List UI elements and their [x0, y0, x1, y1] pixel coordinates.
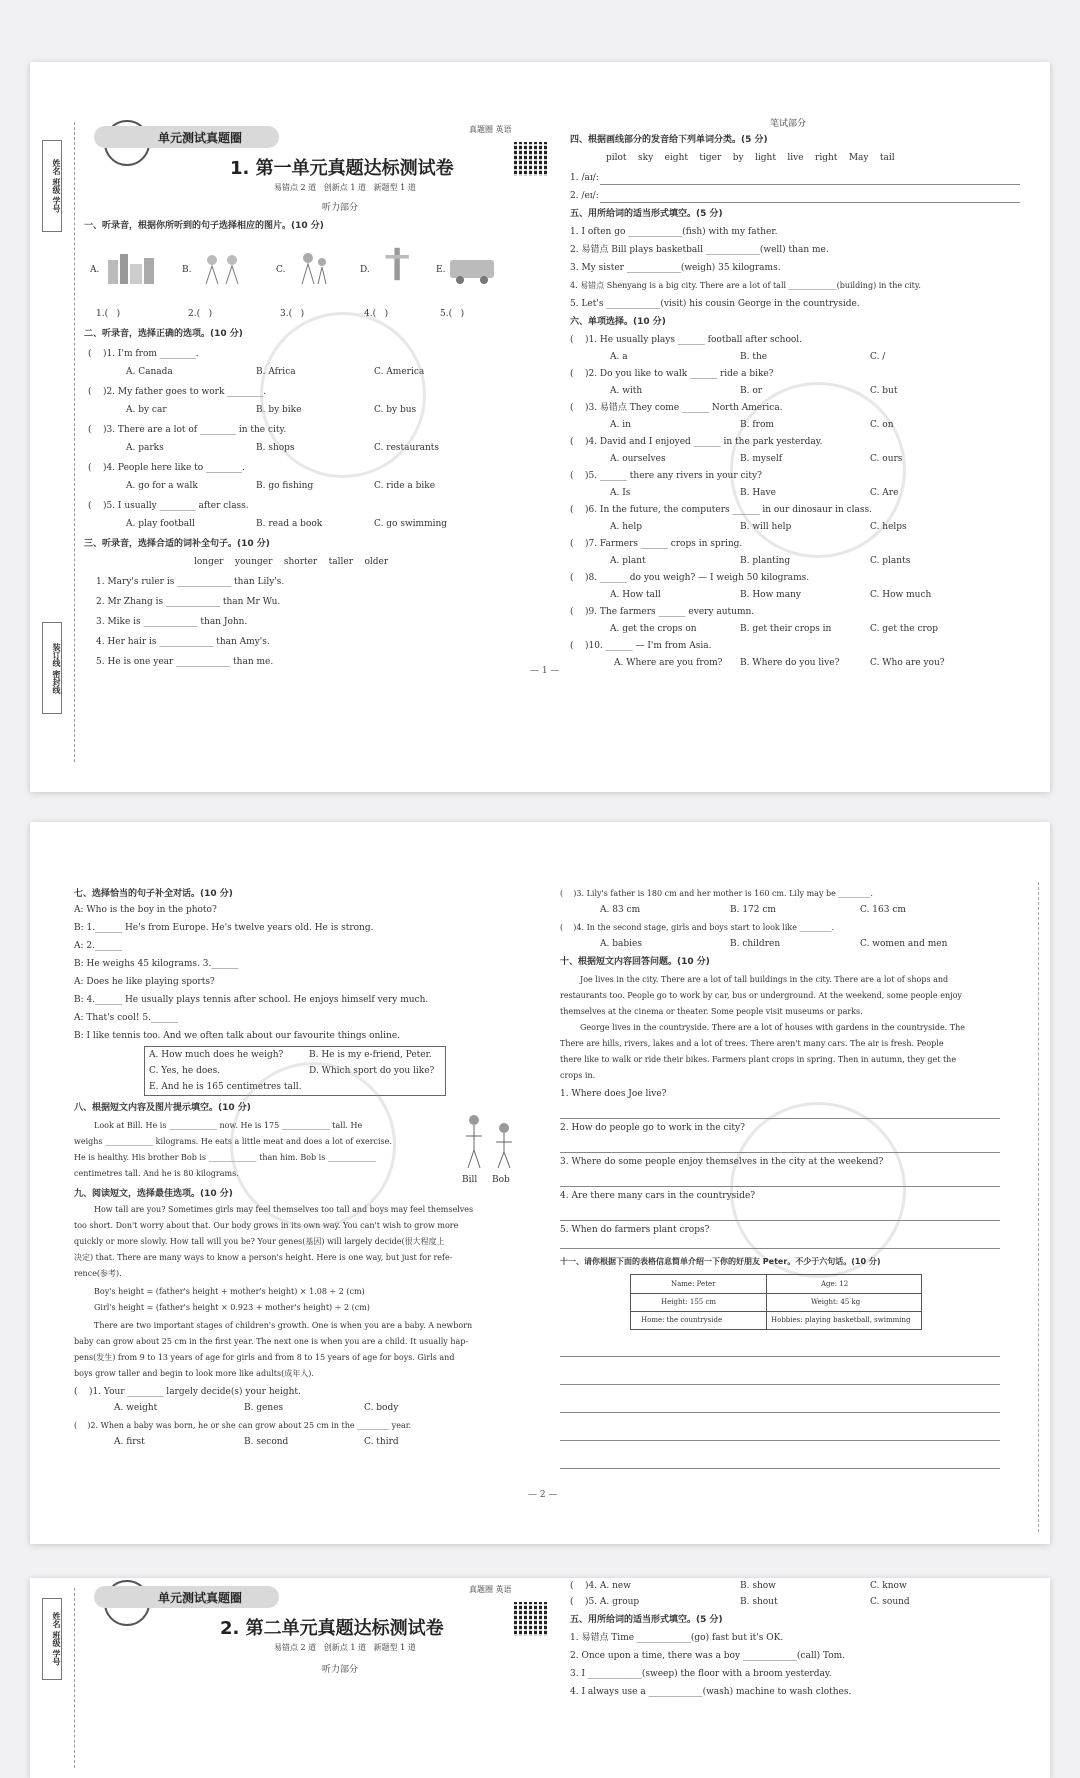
- option[interactable]: B. Africa: [256, 367, 296, 377]
- option[interactable]: B. children: [730, 939, 781, 949]
- option[interactable]: A. plant: [610, 556, 646, 566]
- table-cell: Home: the countryside: [641, 1316, 723, 1324]
- choice-item: D. Which sport do you like?: [309, 1066, 435, 1076]
- series-banner: 单元测试真题圈: [94, 126, 279, 148]
- answer-blank[interactable]: 1.( ): [96, 309, 121, 319]
- section-4-heading: 四、根据画线部分的发音给下列单词分类。(5 分): [570, 135, 768, 145]
- dialog-line: B: I like tennis too. And we often talk about our favourite things online.: [74, 1031, 401, 1041]
- question-meta: 易错点 2 道 创新点 1 道 新题型 1 道: [274, 1643, 416, 1652]
- passage-line: crops in.: [560, 1071, 596, 1080]
- writing-line[interactable]: [560, 1356, 1000, 1357]
- question: ( )2. Do you like to walk ______ ride a bike?: [570, 369, 774, 379]
- question: 3. Where do some people enjoy themselves in the city at the weekend?: [560, 1157, 884, 1167]
- question: ( )9. The farmers ______ every autumn.: [570, 607, 755, 617]
- choice-item: E. And he is 165 centimetres tall.: [149, 1082, 302, 1092]
- series-banner: 单元测试真题圈: [94, 1586, 279, 1608]
- city-buildings-picture: [104, 250, 160, 286]
- table-cell: Name: Peter: [671, 1280, 716, 1288]
- answer-line[interactable]: [560, 1186, 1000, 1187]
- question: ( )7. Farmers ______ crops in spring.: [570, 539, 743, 549]
- answer-line[interactable]: [560, 1248, 1000, 1249]
- fill-item[interactable]: 2. 易错点 Bill plays basketball ____________(well) than me.: [570, 245, 829, 255]
- dialog-line[interactable]: B: 4.______ He usually plays tennis after school. He enjoys himself very much.: [74, 995, 429, 1005]
- passage-line: Joe lives in the city. There are a lot of tall buildings in the city. There are a lot of shops and: [580, 975, 949, 984]
- word-bank: longer younger shorter taller older: [194, 557, 389, 567]
- option[interactable]: A. Where are you from?: [614, 658, 723, 668]
- answer-line[interactable]: [560, 1220, 1000, 1221]
- writing-line[interactable]: [560, 1468, 1000, 1469]
- pic-letter: A.: [90, 265, 100, 275]
- option[interactable]: B. planting: [740, 556, 791, 566]
- question: 5. When do farmers plant crops?: [560, 1225, 710, 1235]
- section-5-heading: 五、用所给词的适当形式填空。(5 分): [570, 209, 723, 219]
- passage-line: rence(参考).: [74, 1269, 122, 1278]
- dialog-line: A: Who is the boy in the photo?: [74, 905, 217, 915]
- exam-page-2: [30, 822, 1050, 1544]
- dialog-line[interactable]: B: 1.______ He's from Europe. He's twelve years old. He is strong.: [74, 923, 374, 933]
- fill-item[interactable]: 1. Mary's ruler is ____________ than Lily's.: [96, 577, 285, 587]
- fill-item[interactable]: 3. Mike is ____________ than John.: [96, 617, 248, 627]
- section-2-heading: 二、听录音，选择正确的选项。(10 分): [84, 329, 243, 339]
- table-cell: Weight: 45 kg: [811, 1298, 861, 1306]
- picture-label: Bill: [462, 1175, 478, 1185]
- table-cell: Height: 155 cm: [661, 1298, 717, 1306]
- section-9-heading: 九、阅读短文，选择最佳选项。(10 分): [74, 1189, 233, 1199]
- pic-letter: B.: [182, 265, 192, 275]
- option[interactable]: B. the: [740, 352, 768, 362]
- option[interactable]: A. a: [610, 352, 628, 362]
- option[interactable]: C. get the crop: [870, 624, 938, 634]
- answer-blank[interactable]: 3.( ): [280, 309, 305, 319]
- passage-line: themselves at the cinema or theater. Some people visit museums or parks.: [560, 1007, 863, 1016]
- exam-title: 1. 第一单元真题达标测试卷: [230, 158, 454, 179]
- formula-line: Girl's height = (father's height × 0.923 + mother's height) ÷ 2 (cm): [94, 1303, 370, 1312]
- page3-left-column: [84, 1578, 524, 1778]
- option[interactable]: A. Is: [610, 488, 631, 498]
- question: 4. Are there many cars in the countryside?: [560, 1191, 756, 1201]
- fill-item[interactable]: 2. Once upon a time, there was a boy ____________(call) Tom.: [570, 1651, 846, 1661]
- option[interactable]: C. Are: [870, 488, 899, 498]
- option[interactable]: C. go swimming: [374, 519, 448, 529]
- fill-item[interactable]: 3. My sister ____________(weigh) 35 kilograms.: [570, 263, 781, 273]
- exam-page-3: [30, 1578, 1050, 1778]
- option[interactable]: A. by car: [126, 405, 167, 415]
- option[interactable]: C. America: [374, 367, 425, 377]
- section-10-heading: 十、根据短文内容回答问题。(10 分): [560, 957, 710, 967]
- question: 1. Where does Joe live?: [560, 1089, 667, 1099]
- section-1-heading: 一、听录音，根据你所听到的句子选择相应的图片。(10 分): [84, 221, 324, 231]
- question: ( )2. My father goes to work ________.: [88, 387, 267, 397]
- question: ( )5. I usually ________ after class.: [88, 501, 249, 511]
- option[interactable]: C. body: [364, 1403, 399, 1413]
- question: ( )3. Lily's father is 180 cm and her mother is 160 cm. Lily may be ________.: [560, 889, 873, 898]
- option[interactable]: A. weight: [114, 1403, 158, 1413]
- option[interactable]: B. Have: [740, 488, 776, 498]
- section-6-heading: 六、单项选择。(10 分): [570, 317, 666, 327]
- option[interactable]: B. myself: [740, 454, 783, 464]
- option[interactable]: A. Canada: [126, 367, 173, 377]
- table-cell: Age: 12: [821, 1280, 849, 1288]
- passage-line: boys grow taller and begin to look more like adults(成年人).: [74, 1369, 314, 1378]
- choice-item: C. Yes, he does.: [149, 1066, 221, 1076]
- option[interactable]: A. parks: [126, 443, 164, 453]
- option[interactable]: C. women and men: [860, 939, 948, 949]
- question: ( )6. In the future, the computers ______ in our dinosaur in class.: [570, 505, 872, 515]
- option[interactable]: C. ride a bike: [374, 481, 436, 491]
- question: ( )3. 易错点 They come ______ North America.: [570, 403, 783, 413]
- question[interactable]: ( )4. A. new: [570, 1581, 631, 1591]
- option[interactable]: B. from: [740, 420, 774, 430]
- tower-picture: [370, 246, 426, 282]
- option[interactable]: A. play football: [126, 519, 195, 529]
- section-5-heading: 五、用所给词的适当形式填空。(5 分): [570, 1615, 723, 1625]
- listening-header: 听力部分: [322, 203, 359, 213]
- option[interactable]: C. know: [870, 1581, 907, 1591]
- answer-line: [600, 202, 1020, 203]
- option[interactable]: B. get their crops in: [740, 624, 832, 634]
- option[interactable]: A. babies: [600, 939, 642, 949]
- pic-letter: C.: [276, 265, 286, 275]
- option[interactable]: C. third: [364, 1437, 399, 1447]
- option[interactable]: C. on: [870, 420, 894, 430]
- option[interactable]: C. 163 cm: [860, 905, 906, 915]
- option[interactable]: B. or: [740, 386, 763, 396]
- pic-letter: E.: [436, 265, 446, 275]
- question[interactable]: ( )5. A. group: [570, 1597, 640, 1607]
- option[interactable]: B. Where do you live?: [740, 658, 840, 668]
- question: ( )5. ______ there any rivers in your city?: [570, 471, 762, 481]
- option[interactable]: A. get the crops on: [610, 624, 697, 634]
- option[interactable]: B. second: [244, 1437, 289, 1447]
- question: ( )1. He usually plays ______ football after school.: [570, 335, 803, 345]
- option[interactable]: B. shout: [740, 1597, 778, 1607]
- answer-line[interactable]: [560, 1118, 1000, 1119]
- choice-item: A. How much does he weigh?: [149, 1050, 284, 1060]
- question: ( )1. I'm from ________.: [88, 349, 199, 359]
- page-number: — 1 —: [530, 666, 560, 676]
- answer-blank[interactable]: 2.( ): [188, 309, 213, 319]
- section-3-heading: 三、听录音，选择合适的词补全句子。(10 分): [84, 539, 270, 549]
- fill-item[interactable]: 4. Her hair is ____________ than Amy's.: [96, 637, 270, 647]
- passage-line: George lives in the countryside. There are a lot of houses with gardens in the countryside. The: [580, 1023, 965, 1032]
- option[interactable]: A. in: [610, 420, 631, 430]
- picture-label: Bob: [492, 1175, 510, 1185]
- fill-item[interactable]: 3. I ____________(sweep) the floor with a broom yesterday.: [570, 1669, 832, 1679]
- option[interactable]: C. How much: [870, 590, 932, 600]
- passage-line: There are two important stages of children's growth. One is when you are a baby. A newborn: [94, 1321, 473, 1330]
- question: ( )1. Your ________ largely decide(s) your height.: [74, 1387, 301, 1397]
- exam-page-1: [30, 62, 1050, 792]
- option[interactable]: A. go for a walk: [126, 481, 198, 491]
- question: ( )4. In the second stage, girls and boys start to look like ________.: [560, 923, 835, 932]
- page2-right-column: [560, 822, 1030, 1544]
- question: ( )4. David and I enjoyed ______ in the park yesterday.: [570, 437, 823, 447]
- option[interactable]: C. plants: [870, 556, 911, 566]
- pic-letter: D.: [360, 265, 370, 275]
- dialog-line[interactable]: A: That's cool! 5.______: [74, 1013, 178, 1023]
- subject-label: 真题圈 英语: [469, 125, 512, 134]
- fill-item[interactable]: 5. Let's ____________(visit) his cousin George in the countryside.: [570, 299, 860, 309]
- option[interactable]: A. first: [114, 1437, 145, 1447]
- word-list: pilot sky eight tiger by light live right May tail: [606, 153, 895, 163]
- listening-header: 听力部分: [322, 1665, 359, 1675]
- phonetic-row[interactable]: 1. /aɪ/:: [570, 173, 599, 183]
- passage-line: How tall are you? Sometimes girls may feel themselves too tall and boys may feel themselves: [94, 1205, 474, 1214]
- question: ( )2. When a baby was born, he or she can grow about 25 cm in the ________ year.: [74, 1421, 412, 1430]
- cut-line: [74, 1588, 75, 1768]
- answer-blank[interactable]: 5.( ): [440, 309, 465, 319]
- option[interactable]: A. with: [610, 386, 643, 396]
- dialog-line[interactable]: A: 2.______: [74, 941, 122, 951]
- passage-line: 决定) that. There are many ways to know a person's height. Here is one way, but just for refe-: [74, 1253, 453, 1262]
- phonetic-row[interactable]: 2. /eɪ/:: [570, 191, 599, 201]
- question: ( )4. People here like to ________.: [88, 463, 245, 473]
- watermark-stamp: [230, 1062, 396, 1228]
- section-7-heading: 七、选择恰当的句子补全对话。(10 分): [74, 889, 233, 899]
- family-picture: [288, 250, 344, 286]
- option[interactable]: A. How tall: [610, 590, 661, 600]
- passage-line: too short. Don't worry about that. Our body grows in its own way. You can't wish to grow more: [74, 1221, 459, 1230]
- option[interactable]: B. by bike: [256, 405, 302, 415]
- fill-item[interactable]: 1. 易错点 Time ____________(go) fast but it's OK.: [570, 1633, 784, 1643]
- option[interactable]: C. restaurants: [374, 443, 440, 453]
- option[interactable]: B. genes: [244, 1403, 284, 1413]
- option[interactable]: B. How many: [740, 590, 801, 600]
- section-11-heading: 十一、请你根据下面的表格信息简单介绍一下你的好朋友 Peter。不少于六句话。(10 分): [560, 1257, 881, 1266]
- passage-line: There are hills, rivers, lakes and a lot of trees. There aren't many cars. The air is fresh. People: [560, 1039, 944, 1048]
- page-number: — 2 —: [528, 1490, 558, 1500]
- fill-item[interactable]: 4. I always use a ____________(wash) machine to wash clothes.: [570, 1687, 852, 1697]
- bill-bob-picture: [454, 1112, 524, 1172]
- binding-label-bottom: 装订线 密封线: [42, 622, 62, 714]
- answer-line[interactable]: [560, 1152, 1000, 1153]
- dialog-line: A: Does he like playing sports?: [74, 977, 215, 987]
- passage-line: pens(发生) from 9 to 13 years of age for girls and from 8 to 15 years of age for boys. Girls and: [74, 1353, 455, 1362]
- answer-line: [600, 184, 1020, 185]
- dialog-line[interactable]: B: He weighs 45 kilograms. 3.______: [74, 959, 239, 969]
- info-table: [630, 1274, 922, 1330]
- written-header: 笔试部分: [770, 119, 807, 129]
- writing-line[interactable]: [560, 1412, 1000, 1413]
- option[interactable]: A. 83 cm: [600, 905, 641, 915]
- question: 2. How do people go to work in the city?: [560, 1123, 745, 1133]
- option[interactable]: C. but: [870, 386, 898, 396]
- passage-line: there like to walk or ride their bikes. Farmers plant crops in spring. Then in autumn, they get the: [560, 1055, 957, 1064]
- bus-picture: [446, 250, 502, 286]
- option[interactable]: C. by bus: [374, 405, 417, 415]
- passage-line: quickly or more slowly. How tall will you be? Your genes(基因) will largely decide(很大程度上: [74, 1237, 445, 1246]
- option[interactable]: B. show: [740, 1581, 776, 1591]
- qr-code-icon[interactable]: [514, 1602, 548, 1636]
- binding-label-top: 姓名 班级 学号: [42, 1598, 62, 1680]
- children-playing-picture: [196, 250, 252, 286]
- question: ( )10. ______ — I'm from Asia.: [570, 641, 712, 651]
- option[interactable]: C. /: [870, 352, 886, 362]
- option[interactable]: B. read a book: [256, 519, 323, 529]
- option[interactable]: C. Who are you?: [870, 658, 945, 668]
- option[interactable]: B. 172 cm: [730, 905, 776, 915]
- fill-item[interactable]: 2. Mr Zhang is ____________ than Mr Wu.: [96, 597, 281, 607]
- subject-label: 真题圈 英语: [469, 1585, 512, 1594]
- table-cell: Hobbies: playing basketball, swimming: [771, 1316, 911, 1324]
- option[interactable]: B. will help: [740, 522, 792, 532]
- section-8-heading: 八、根据短文内容及图片提示填空。(10 分): [74, 1103, 251, 1113]
- formula-line: Boy's height = (father's height + mother's height) × 1.08 ÷ 2 (cm): [94, 1287, 365, 1296]
- binding-label-top: 姓名 班级 学号: [42, 140, 62, 232]
- page3-right-column: [570, 1578, 1030, 1778]
- option[interactable]: B. go fishing: [256, 481, 314, 491]
- question: ( )3. There are a lot of ________ in the city.: [88, 425, 287, 435]
- fill-item[interactable]: 4. 易错点 Shenyang is a big city. There are a lot of tall ____________(building) in the city.: [570, 281, 921, 290]
- option[interactable]: B. shops: [256, 443, 295, 453]
- exam-title: 2. 第二单元真题达标测试卷: [220, 1618, 444, 1639]
- fill-item[interactable]: 5. He is one year ____________ than me.: [96, 657, 274, 667]
- passage-line: baby can grow about 25 cm in the first year. The next one is when you are a child. It usually hap-: [74, 1337, 469, 1346]
- page1-right-column: [570, 62, 1030, 792]
- answer-blank[interactable]: 4.( ): [364, 309, 389, 319]
- cut-line: [74, 122, 75, 762]
- watermark-stamp: [260, 312, 426, 478]
- question-meta: 易错点 2 道 创新点 1 道 新题型 1 道: [274, 183, 416, 192]
- binding-edge: [1038, 882, 1039, 1532]
- passage-line: restaurants too. People go to work by car, bus or underground. At the weekend, some people enjoy: [560, 991, 962, 1000]
- passage-line[interactable]: Look at Bill. He is ____________ now. He is 175 ____________ tall. He: [94, 1121, 363, 1130]
- option[interactable]: C. helps: [870, 522, 907, 532]
- writing-line[interactable]: [560, 1384, 1000, 1385]
- qr-code-icon[interactable]: [514, 142, 548, 176]
- passage-line[interactable]: He is healthy. His brother Bob is ____________ than him. Bob is ____________: [74, 1153, 376, 1162]
- writing-line[interactable]: [560, 1440, 1000, 1441]
- option[interactable]: A. ourselves: [610, 454, 666, 464]
- choice-item: B. He is my e-friend, Peter.: [309, 1050, 432, 1060]
- fill-item[interactable]: 1. I often go ____________(fish) with my father.: [570, 227, 778, 237]
- option[interactable]: C. ours: [870, 454, 903, 464]
- option[interactable]: A. help: [610, 522, 642, 532]
- passage-line[interactable]: weighs ____________ kilograms. He eats a little meat and does a lot of exercise.: [74, 1137, 392, 1146]
- question: ( )8. ______ do you weigh? — I weigh 50 kilograms.: [570, 573, 810, 583]
- passage-line: centimetres tall. And he is 80 kilograms.: [74, 1169, 239, 1178]
- option[interactable]: C. sound: [870, 1597, 910, 1607]
